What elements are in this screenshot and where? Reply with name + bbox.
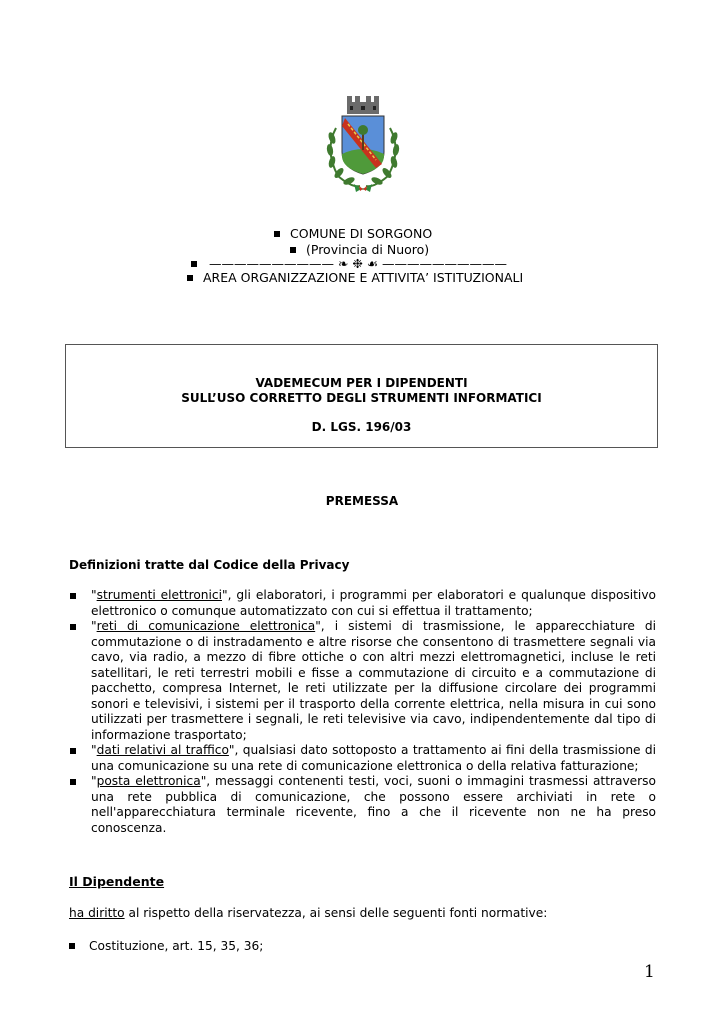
- header-line-provincia: [290, 242, 429, 257]
- list-item: "posta elettronica", messaggi contenenti testi, voci, suoni o immagini trasmessi attraverso una rete pubblica di comunicazione, che possono essere archiviati in rete o nell'apparecchiatura terminale ricevente, fino a che il ricevente non ne ha preso conoscenza.: [69, 774, 656, 836]
- section-heading-dipendente: Il Dipendente: [69, 874, 165, 889]
- title-box: [65, 344, 658, 448]
- coat-of-arms-icon: [318, 88, 408, 198]
- header-line-area: [187, 270, 523, 285]
- list-item: [69, 939, 263, 953]
- term: reti di comunicazione elettronica: [96, 619, 316, 633]
- title-line-1: VADEMECUM PER I DIPENDENTI: [255, 376, 468, 390]
- bullet-icon: [69, 943, 75, 949]
- title-decree: D. LGS. 196/03: [311, 420, 412, 434]
- rights-intro: [69, 906, 547, 920]
- list-item: "strumenti elettronici", gli elaboratori, i programmi per elaboratori e qualunque dispositivo elettronico o comunque automatizzato con cui si effettua il trattamento;: [69, 588, 656, 619]
- bullet-icon: [274, 231, 280, 237]
- bullet-icon: [187, 275, 193, 281]
- ha-diritto-label: ha diritto: [69, 906, 125, 920]
- bullet-icon: [290, 247, 296, 253]
- definitions-list: [69, 588, 656, 836]
- section-heading-premessa: PREMESSA: [325, 494, 399, 508]
- rights-source-item: Costituzione, art. 15, 35, 36;: [89, 939, 264, 953]
- definitions-title: Definizioni tratte dal Codice della Privacy: [69, 558, 350, 572]
- bullet-icon: [70, 748, 76, 754]
- term: strumenti elettronici: [96, 588, 223, 602]
- rights-intro-text: al rispetto della riservatezza, ai sensi delle seguenti fonti normative:: [124, 906, 548, 920]
- list-item: "reti di comunicazione elettronica", i sistemi di trasmissione, le apparecchiature di commutazione o di instradamento e altre risorse che consentono di trasmettere segnali via cavo, via radio, a mezzo di fibre ottiche o con altri mezzi elettromagnetici, incluse le reti satellitari, le reti terrestri mobili e fisse a commutazione di circuito e a commutazione di pacchetto, compresa Internet, le reti utilizzate per la diffusione circolare dei programmi sonori e televisivi, i sistemi per il trasporto della corrente elettrica, nella misura in cui sono utilizzati per trasmettere i segnali, le reti televisive via cavo, indipendentemente dal tipo di informazione trasportato;: [69, 619, 656, 743]
- provincia-name: (Provincia di Nuoro): [306, 242, 430, 257]
- page-number: 1: [644, 962, 655, 982]
- list-item: "dati relativi al traffico", qualsiasi dato sottoposto a trattamento ai fini della trasmissione di una comunicazione su una rete di comunicazione elettronica o della relativa fatturazione;: [69, 743, 656, 774]
- definition-text: ", messaggi contenenti testi, voci, suoni o immagini trasmessi attraverso una rete pubblica di comunicazione, che possono essere archiviati in rete o nell'apparecchiatura terminale ricevente, fino a che il ricevente non ne ha preso conoscenza.: [91, 774, 656, 835]
- header-line-ornament: [191, 256, 507, 271]
- title-line-2: SULL’USO CORRETTO DEGLI STRUMENTI INFORMATICI: [181, 391, 542, 405]
- header-line-comune: [274, 226, 432, 241]
- definition-text: ", qualsiasi dato sottoposto a trattamento ai fini della trasmissione di una comunicazione su una rete di comunicazione elettronica o della relativa fatturazione;: [91, 743, 656, 773]
- area-name: AREA ORGANIZZAZIONE E ATTIVITA’ ISTITUZIONALI: [203, 270, 524, 285]
- ornament-divider: —————————— ❧ ❉ ☙ ——————————: [209, 256, 508, 271]
- bullet-icon: [70, 779, 76, 785]
- comune-name: COMUNE DI SORGONO: [290, 226, 433, 241]
- term: posta elettronica: [96, 774, 201, 788]
- definition-text: ", i sistemi di trasmissione, le apparecchiature di commutazione o di instradamento e altre risorse che consentono di trasmettere segnali via cavo, via radio, a mezzo di fibre ottiche o con altri mezzi elettromagnetici, incluse le reti satellitari, le reti terrestri mobili e fisse a commutazione di circuito e a commutazione di pacchetto, compresa Internet, le reti utilizzate per la diffusione circolare dei programmi sonori e televisivi, i sistemi per il trasporto della corrente elettrica, nella misura in cui sono utilizzati per trasmettere i segnali, le reti televisive via cavo, indipendentemente dal tipo di informazione trasportato;: [91, 619, 656, 742]
- bullet-icon: [191, 261, 197, 267]
- definition-text: ", gli elaboratori, i programmi per elaboratori e qualunque dispositivo elettronico o comunque automatizzato con cui si effettua il trattamento;: [91, 588, 656, 618]
- bullet-icon: [70, 593, 76, 599]
- term: dati relativi al traffico: [96, 743, 229, 757]
- bullet-icon: [70, 624, 76, 630]
